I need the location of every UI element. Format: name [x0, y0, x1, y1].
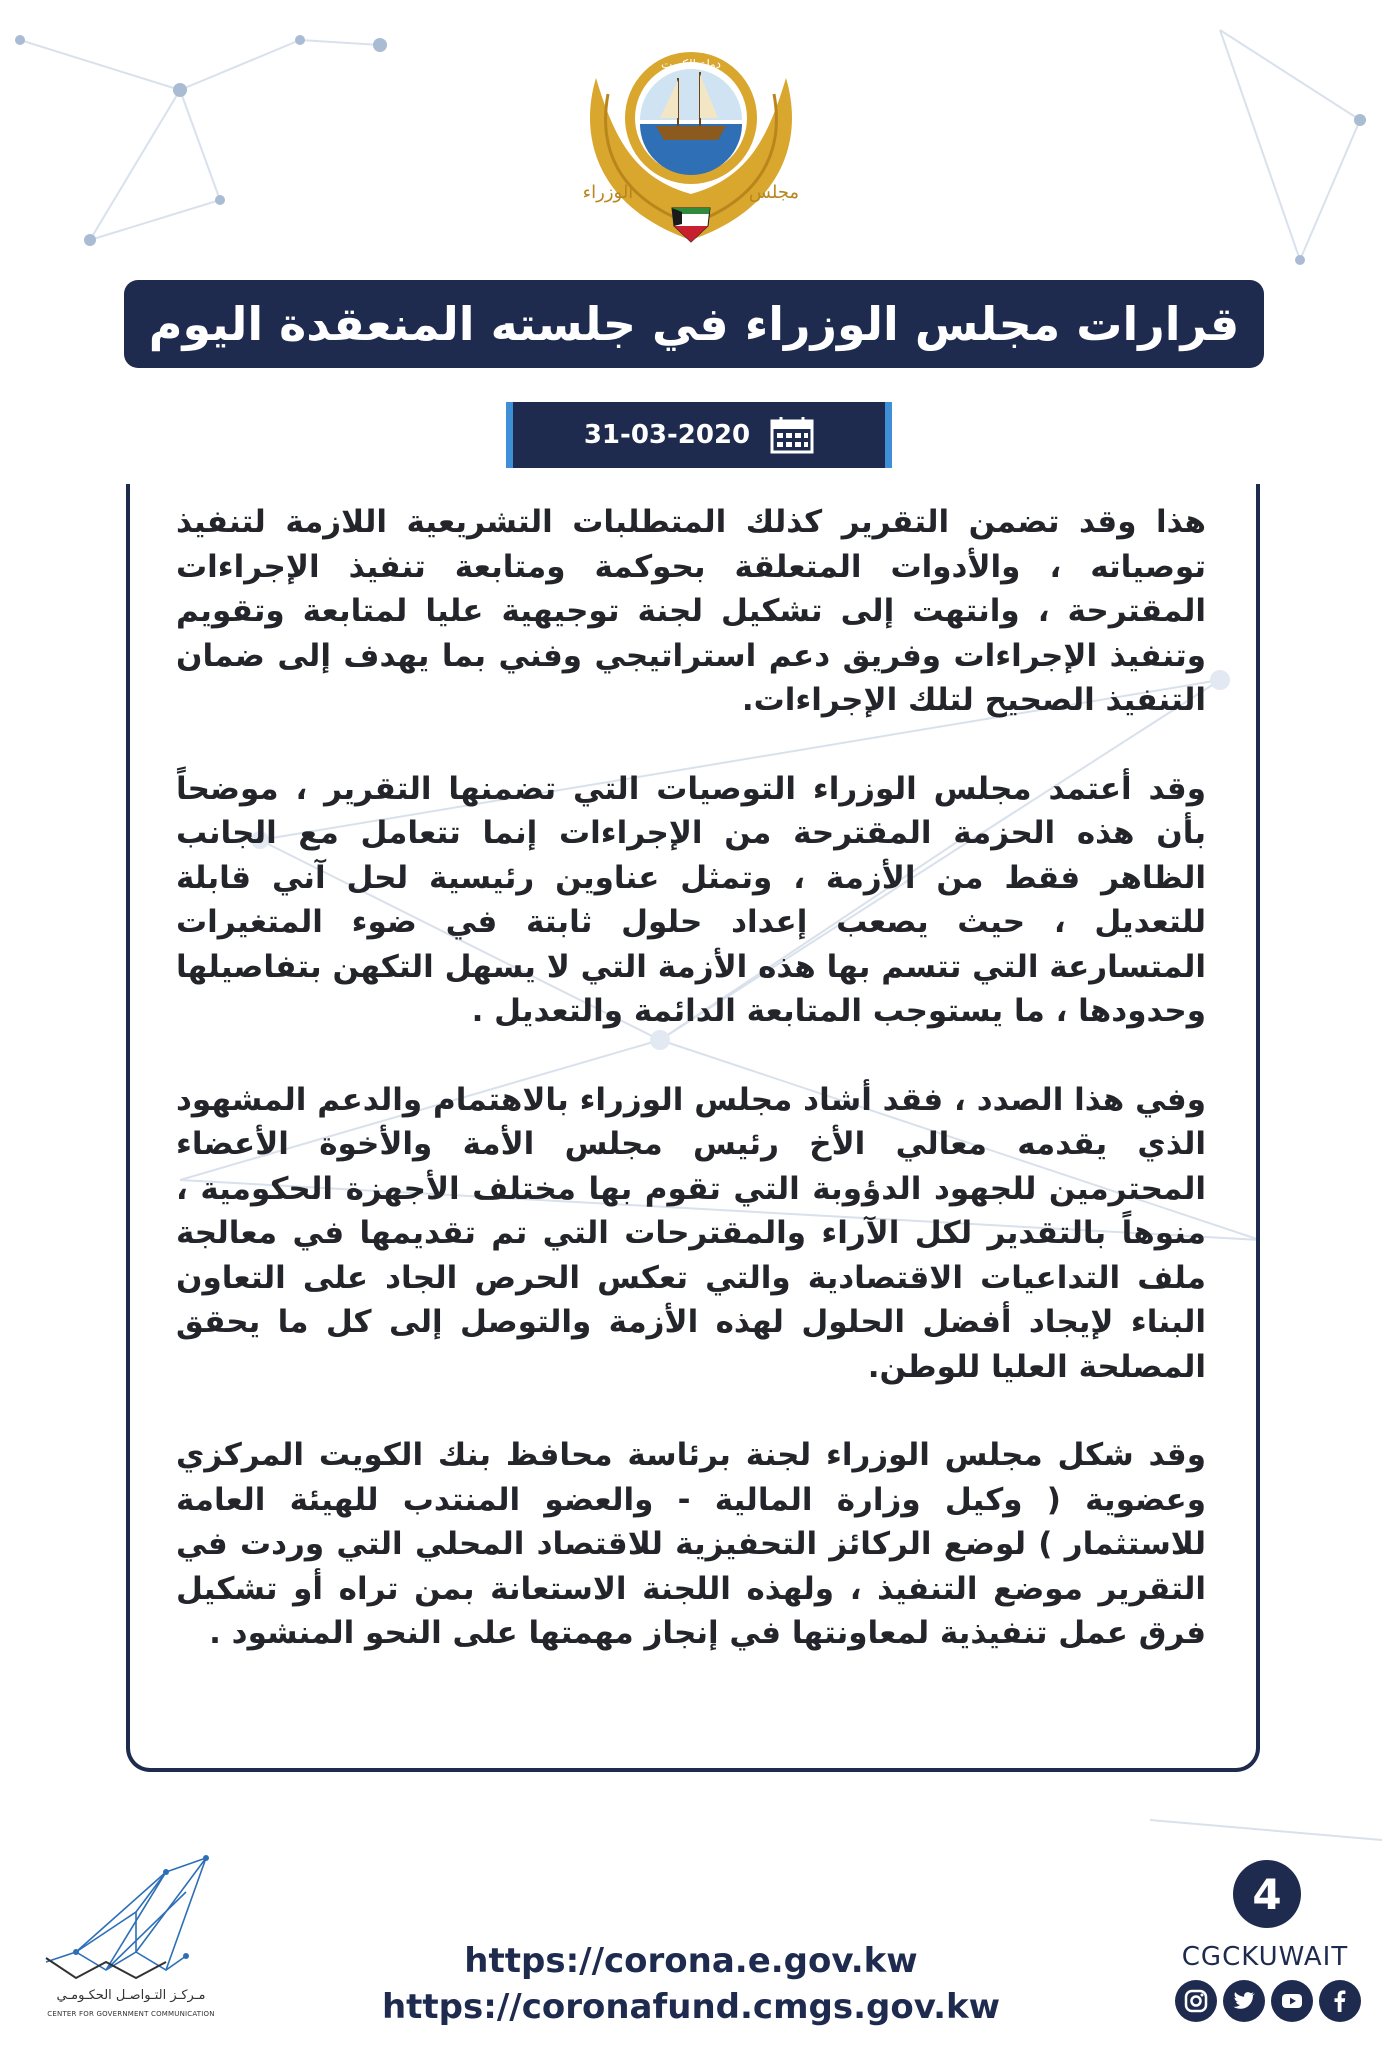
cgc-logo-mark [36, 1852, 226, 1988]
instagram-icon[interactable] [1175, 1980, 1217, 2022]
cgc-logo [36, 1852, 226, 2032]
paragraph-1: هذا وقد تضمن التقرير كذلك المتطلبات التشريعية اللازمة لتنفيذ توصياته ، والأدوات المتعلقة بحوكمة ومتابعة تنفيذ الإجراءات المقترحة ، وانتهت إلى تشكيل لجنة توجيهية عليا لمتابعة وتقويم وتنفيذ الإجراءات وفريق دعم استراتيجي وفني بما يهدف إلى ضمان التنفيذ الصحيح لتلك الإجراءات. [176, 504, 1206, 718]
footer-links [300, 1938, 1082, 2030]
org-name-arabic: مـركـز التـواصـل الحكـومـي [56, 1988, 206, 2003]
paragraph-4: وقد شكل مجلس الوزراء لجنة برئاسة محافظ بنك الكويت المركزي وعضوية ( وكيل وزارة المالية - والعضو المنتدب للهيئة العامة للاستثمار ) لوضع الركائز التحفيزية للاقتصاد المحلي التي وردت في التقرير موضع التنفيذ ، ولهذه اللجنة الاستعانة بمن تراه أو تشكيل فرق عمل تنفيذية لمعاونتها في إنجاز مهمتها على النحو المنشود . [176, 1437, 1206, 1651]
youtube-icon[interactable] [1271, 1980, 1313, 2022]
date-text: 31-03-2020 [583, 420, 751, 450]
kuwait-emblem-logo [568, 28, 814, 272]
page-number-badge [1233, 1860, 1301, 1928]
emblem-text-left: الوزراء [582, 182, 634, 203]
emblem-text-top: دولة الكويت [661, 57, 721, 71]
facebook-icon[interactable] [1319, 1980, 1361, 2022]
social-handle: CGCKUWAIT [1181, 1942, 1349, 1972]
page-title-bar [124, 280, 1264, 368]
calendar-icon [770, 416, 814, 454]
paragraph-3: وفي هذا الصدد ، فقد أشاد مجلس الوزراء بالاهتمام والدعم المشهود الذي يقدمه معالي الأخ رئيس مجلس الأمة والأخوة الأعضاء المحترمين للجهود الدؤوبة التي تقوم بها مختلف الأجهزة الحكومية ، منوهاً بالتقدير لكل الآراء والمقترحات التي تم تقديمها في معالجة ملف التداعيات الاقتصادية والتي تعكس الحرص الجاد على التعاون البناء لإيجاد أفضل الحلول لهذه الأزمة والتوصل إلى كل ما يحقق المصلحة العليا للوطن. [176, 1081, 1206, 1385]
org-name-english: CENTER FOR GOVERNMENT COMMUNICATION [47, 2010, 215, 2018]
emblem-text-right: مجلس [748, 182, 800, 203]
corona-url-link[interactable]: https://corona.e.gov.kw [464, 1941, 918, 1981]
date-badge [506, 402, 892, 468]
social-icons [1168, 1980, 1368, 2022]
page-title: قرارات مجلس الوزراء في جلسته المنعقدة اليوم [148, 297, 1240, 351]
twitter-icon[interactable] [1223, 1980, 1265, 2022]
paragraph-2: وقد أعتمد مجلس الوزراء التوصيات التي تضمنها التقرير ، موضحاً بأن هذه الحزمة المقترحة من الإجراءات إنما تتعامل مع الجانب الظاهر فقط من الأزمة ، وتمثل عناوين رئيسية لحل آني قابلة للتعديل ، حيث يصعب إعداد حلول ثابتة في ضوء المتغيرات المتسارعة التي تتسم بها هذه الأزمة التي لا يسهل التكهن بتفاصيلها وحدودها ، ما يستوجب المتابعة الدائمة والتعديل . [176, 770, 1206, 1029]
coronafund-url-link[interactable]: https://coronafund.cmgs.gov.kw [381, 1987, 1001, 2027]
body-text [176, 500, 1206, 1700]
page-number: 4 [1252, 1869, 1282, 1919]
